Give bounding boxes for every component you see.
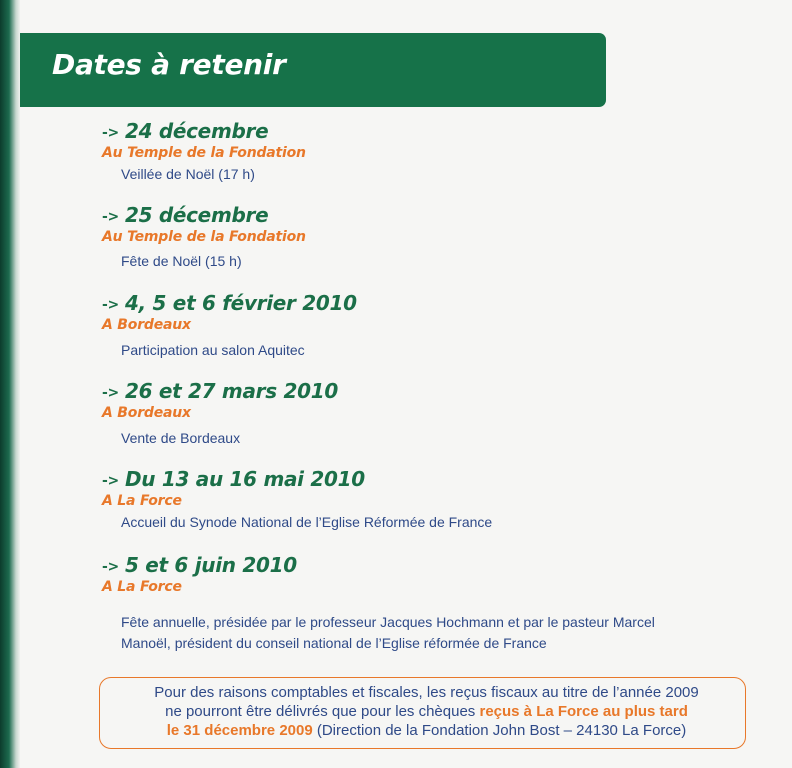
event-item — [102, 119, 306, 185]
event-place: Au Temple de la Fondation — [102, 145, 306, 161]
event-place: A Bordeaux — [102, 317, 191, 333]
page-title: Dates à retenir — [52, 48, 286, 81]
event-date — [102, 291, 357, 317]
notice-line-3 — [116, 721, 737, 740]
arrow-icon: -> — [102, 297, 119, 313]
event-item — [102, 291, 357, 361]
event-place: A La Force — [102, 579, 182, 595]
event-description: Participation au salon Aquitec — [121, 342, 305, 358]
event-place: A Bordeaux — [102, 405, 191, 421]
notice-box — [99, 677, 746, 749]
event-place: A La Force — [102, 493, 182, 509]
arrow-icon: -> — [102, 125, 119, 141]
notice-highlight: le 31 décembre 2009 — [166, 722, 313, 739]
event-date-text: 4, 5 et 6 février 2010 — [124, 291, 357, 315]
arrow-icon: -> — [102, 559, 119, 575]
notice-highlight: reçus à La Force au plus tard — [479, 703, 688, 720]
page-spine — [0, 0, 20, 768]
event-date-text: Du 13 au 16 mai 2010 — [124, 467, 365, 491]
event-description: Vente de Bordeaux — [121, 430, 241, 446]
event-description: Accueil du Synode National de l’Eglise Réformée de France — [121, 514, 493, 530]
event-date-text: 24 décembre — [124, 119, 269, 143]
event-date — [102, 119, 306, 145]
event-place: Au Temple de la Fondation — [102, 229, 306, 245]
arrow-icon: -> — [102, 385, 119, 401]
event-description-line: Manoël, président du conseil national de l’Eglise réformée de France — [121, 635, 547, 651]
event-item — [102, 467, 492, 533]
event-item — [102, 553, 655, 654]
notice-text: ne pourront être délivrés que pour les chèques — [165, 703, 480, 720]
arrow-icon: -> — [102, 473, 119, 489]
event-date — [102, 203, 306, 229]
notice-text: (Direction de la Fondation John Bost – 24130 La Force) — [312, 722, 687, 739]
event-date-text: 25 décembre — [124, 203, 269, 227]
event-item — [102, 203, 306, 272]
event-date — [102, 379, 338, 405]
notice-line-2 — [116, 702, 737, 721]
event-description: Veillée de Noël (17 h) — [121, 166, 255, 182]
notice-line-1: Pour des raisons comptables et fiscales, les reçus fiscaux au titre de l’année 2009 — [154, 684, 699, 701]
event-item — [102, 379, 338, 449]
event-date — [102, 467, 492, 493]
event-description-line: Fête annuelle, présidée par le professeur Jacques Hochmann et par le pasteur Marcel — [121, 614, 655, 630]
event-description: Fête de Noël (15 h) — [121, 253, 242, 269]
arrow-icon: -> — [102, 209, 119, 225]
event-date-text: 5 et 6 juin 2010 — [124, 553, 297, 577]
event-date — [102, 553, 655, 579]
event-date-text: 26 et 27 mars 2010 — [124, 379, 338, 403]
